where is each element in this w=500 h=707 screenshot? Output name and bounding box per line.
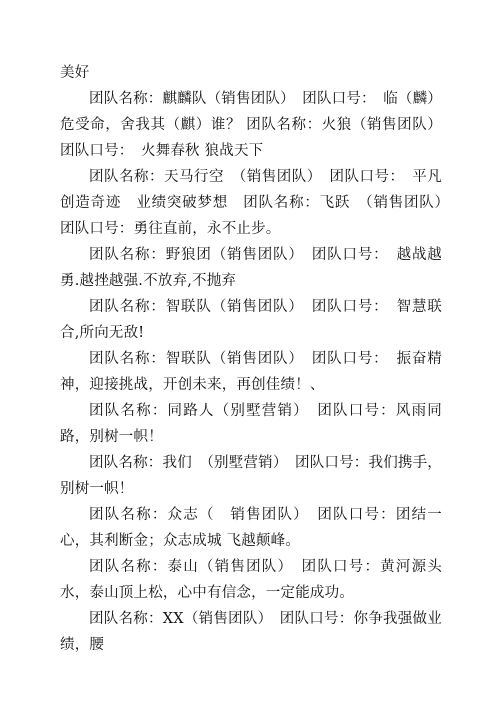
- paragraph-team-xx: 团队名称：XX（销售团队） 团队口号：你争我强做业绩，腰: [60, 611, 442, 653]
- paragraph-team-zhilian-2: 团队名称：智联队（销售团队） 团队口号： 振奋精神，迎接挑战，开创未来，再创佳绩！、: [60, 351, 442, 393]
- paragraph-team-tonglu: 团队名称：同路人（别墅营销） 团队口号：风雨同路，别树一帜！: [60, 403, 442, 445]
- paragraph-team-yelang: 团队名称：野狼团（销售团队） 团队口号： 越战越勇.越挫越强.不放弃,不抛弃: [60, 247, 442, 289]
- paragraph-team-qilin-huolang: 团队名称：麒麟队（销售团队） 团队口号： 临（麟）危受命，舍我其（麒）谁？ 团队名称：火狼（销售团队） 团队口号： 火舞春秋 狼战天下: [60, 91, 442, 159]
- paragraph-team-zhongzhi: 团队名称：众志（ 销售团队） 团队口号：团结一心，其利断金；众志成城 飞越颠峰。: [60, 507, 442, 549]
- paragraph-team-taishan: 团队名称：泰山（销售团队） 团队口号：黄河源头水，泰山顶上松，心中有信念，一定能成功。: [60, 559, 442, 601]
- paragraph-team-zhilian-1: 团队名称：智联队（销售团队） 团队口号： 智慧联合,所向无敌!: [60, 299, 442, 341]
- paragraph-team-tianma-feiyue: 团队名称：天马行空 （销售团队） 团队口号： 平凡创造奇迹 业绩突破梦想 团队名称：飞跃 （销售团队） 团队口号：勇往直前，永不止步。: [60, 169, 457, 237]
- paragraph-team-women: 团队名称：我们 （别墅营销） 团队口号：我们携手，别树一帜！: [60, 455, 442, 497]
- document-body: [60, 60, 457, 658]
- text-line: 美好: [60, 65, 90, 81]
